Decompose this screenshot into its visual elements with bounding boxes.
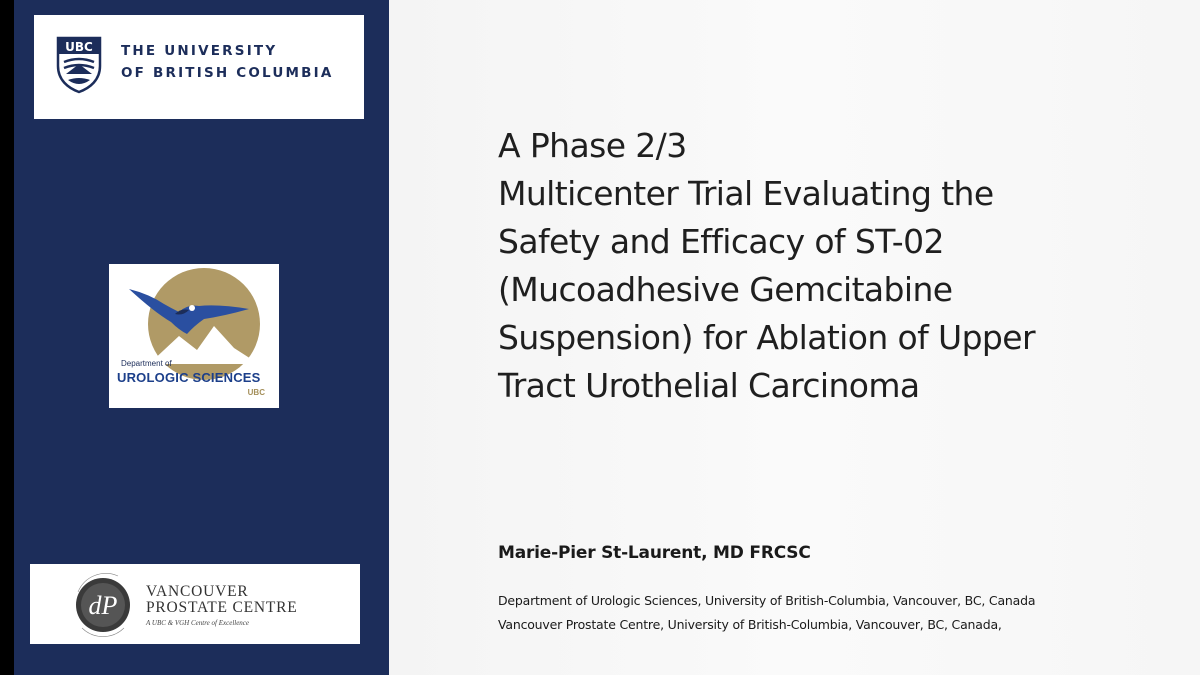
left-letterbox-bar bbox=[0, 0, 14, 675]
ubc-crest-text: UBC bbox=[65, 40, 93, 54]
slide-title-line: Tract Urothelial Carcinoma bbox=[498, 366, 920, 405]
ubc-logo bbox=[34, 15, 364, 119]
affiliation-line: Vancouver Prostate Centre, University of British-Columbia, Vancouver, BC, Canada, bbox=[498, 617, 1002, 632]
urologic-name: UROLOGIC SCIENCES bbox=[117, 370, 261, 385]
svg-text:dP: dP bbox=[88, 591, 118, 620]
presenter-name: Marie-Pier St-Laurent, MD FRCSC bbox=[498, 543, 811, 563]
eagle-mountain-icon bbox=[109, 264, 279, 408]
slide-title-line: Suspension) for Ablation of Upper bbox=[498, 318, 1035, 357]
slide-sidebar bbox=[14, 0, 389, 675]
vpc-wordmark bbox=[146, 584, 298, 616]
urologic-sciences-logo bbox=[109, 264, 279, 408]
slide-title-line: Safety and Efficacy of ST-02 bbox=[498, 222, 944, 261]
slide-title-line: (Mucoadhesive Gemcitabine bbox=[498, 270, 953, 309]
vpc-wordmark-line1: VANCOUVER bbox=[146, 583, 249, 600]
vpc-emblem-icon bbox=[68, 570, 138, 640]
ubc-crest-icon bbox=[56, 36, 102, 94]
vpc-wordmark-line2: PROSTATE CENTRE bbox=[146, 599, 298, 616]
slide-title-line: A Phase 2/3 bbox=[498, 126, 687, 165]
ubc-wordmark-line2: OF BRITISH COLUMBIA bbox=[121, 65, 334, 81]
vancouver-prostate-centre-logo bbox=[30, 564, 360, 644]
ubc-wordmark-line1: THE UNIVERSITY bbox=[121, 43, 278, 59]
urologic-ubc-label: UBC bbox=[247, 388, 265, 397]
ubc-wordmark bbox=[121, 40, 334, 84]
slide-title-line: Multicenter Trial Evaluating the bbox=[498, 174, 994, 213]
vpc-tagline: A UBC & VGH Centre of Excellence bbox=[146, 619, 250, 627]
affiliation-line: Department of Urologic Sciences, University of British-Columbia, Vancouver, BC, Canada bbox=[498, 593, 1036, 608]
urologic-dept-label: Department of bbox=[121, 359, 172, 368]
